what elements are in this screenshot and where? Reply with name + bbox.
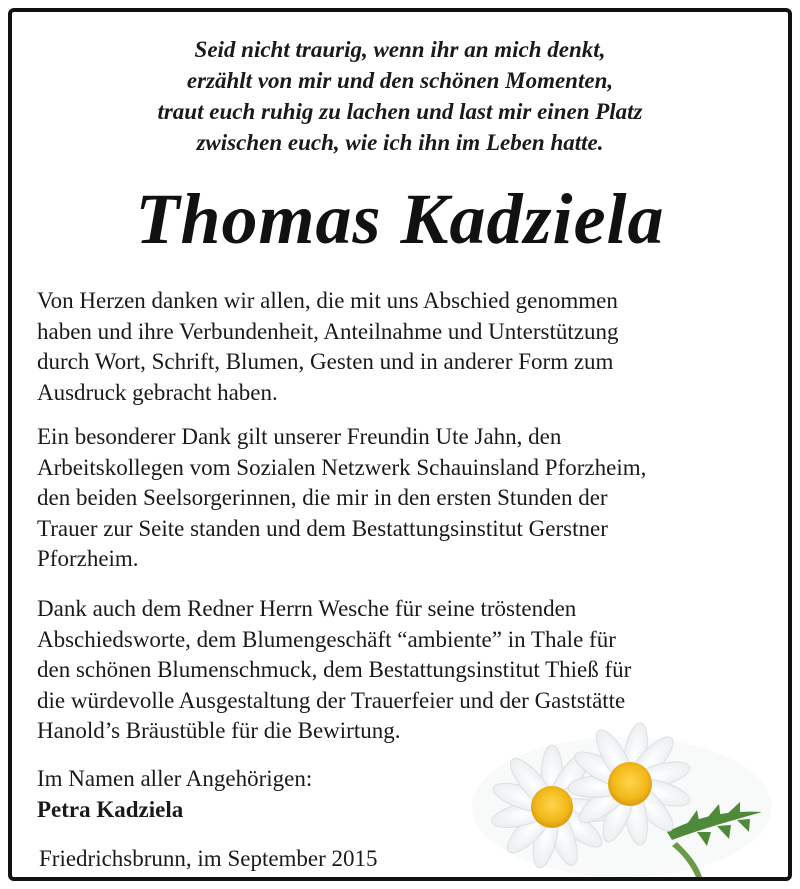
signature-block: [37, 764, 312, 825]
paragraph-line: Trauer zur Seite standen und dem Bestattungsinstitut Gerstner: [37, 515, 608, 541]
paragraph-line: Dank auch dem Redner Herrn Wesche für seine tröstenden: [37, 596, 577, 621]
deceased-name: Thomas Kadziela: [135, 179, 665, 259]
paragraph-line: Pforzheim.: [37, 546, 139, 571]
thanks-paragraph-2: [37, 422, 646, 575]
poem-line: traut euch ruhig zu lachen und last mir einen Platz: [157, 99, 643, 124]
paragraph-line: Abschiedsworte, dem Blumengeschäft “ambiente” in Thale für: [37, 626, 616, 652]
poem-line: zwischen euch, wie ich ihn im Leben hatte.: [196, 130, 604, 155]
place-and-date: Friedrichsbrunn, im September 2015: [39, 846, 378, 871]
paragraph-line: Ein besonderer Dank gilt unserer Freundin Ute Jahn, den: [37, 424, 562, 449]
paragraph-line: Arbeitskollegen vom Sozialen Netzwerk Schauinsland Pforzheim,: [37, 454, 647, 480]
daisy-flowers-icon: [472, 712, 788, 877]
memorial-poem: [12, 34, 788, 158]
thanks-paragraph-1: [37, 286, 618, 408]
signer-name: Petra Kadziela: [37, 796, 184, 822]
poem-line: Seid nicht traurig, wenn ihr an mich denkt,: [194, 37, 606, 62]
paragraph-line: durch Wort, Schrift, Blumen, Gesten und in anderer Form zum: [37, 349, 614, 374]
signature-intro: Im Namen aller Angehörigen:: [37, 766, 313, 791]
obituary-card: [8, 8, 792, 881]
paragraph-line: den schönen Blumenschmuck, dem Bestattungsinstitut Thieß für: [37, 657, 632, 682]
paragraph-line: den beiden Seelsorgerinnen, die mir in den ersten Stunden der: [37, 485, 608, 510]
paragraph-line: Hanold’s Bräustüble für die Bewirtung.: [37, 718, 401, 743]
paragraph-line: Ausdruck gebracht haben.: [37, 379, 278, 405]
poem-line: erzählt von mir und den schönen Momenten,: [186, 68, 614, 93]
paragraph-line: haben und ihre Verbundenheit, Anteilnahme und Unterstützung: [37, 318, 619, 344]
paragraph-line: die würdevolle Ausgestaltung der Trauerfeier und der Gaststätte: [37, 687, 626, 713]
paragraph-line: Von Herzen danken wir allen, die mit uns Abschied genommen: [37, 288, 618, 313]
